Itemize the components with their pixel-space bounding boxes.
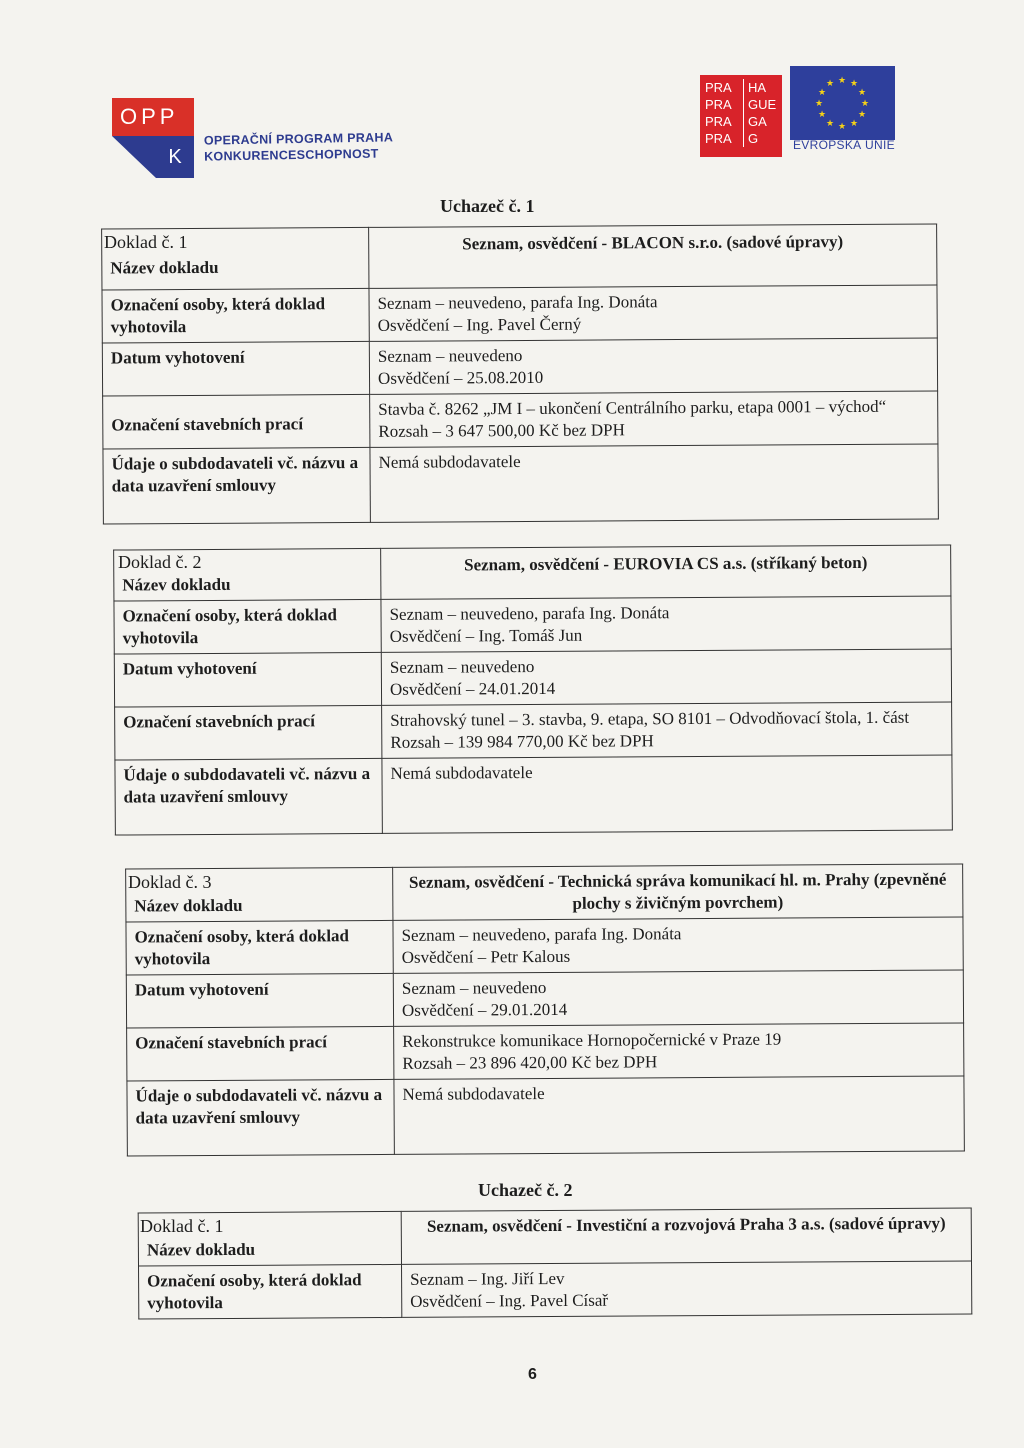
prace-value (370, 391, 938, 447)
label-datum: Datum vyhotovení (102, 341, 369, 396)
nazev-dokladu: Seznam, osvědčení - BLACON s.r.o. (sadové úpravy) (369, 224, 937, 288)
datum-line: Seznam – neuvedeno (401, 977, 547, 998)
prace-line: Strahovský tunel – 3. stavba, 9. etapa, SO 8101 – Odvodňovací štola, 1. část (390, 707, 910, 730)
datum-line: Seznam – neuvedeno (389, 656, 535, 677)
osoba-value (393, 917, 963, 973)
doklad-label: Doklad č. 2 (118, 552, 202, 572)
osoba-line: Seznam – neuvedeno, parafa Ing. Donáta (389, 603, 670, 624)
eu-label: EVROPSKÁ UNIE (793, 138, 895, 152)
osoba-value (369, 285, 937, 341)
nazev-dokladu: Seznam, osvědčení - Investiční a rozvojová Praha 3 a.s. (sadové úpravy) (401, 1208, 971, 1264)
osoba-line: Seznam – neuvedeno, parafa Ing. Donáta (401, 924, 682, 945)
osoba-line: Seznam – neuvedeno, parafa Ing. Donáta (377, 292, 658, 313)
osoba-value (402, 1261, 972, 1317)
osoba-line: Osvědčení – Ing. Pavel Černý (377, 314, 582, 335)
praha-cell: GUE (748, 97, 777, 112)
doklad-table (101, 223, 939, 524)
oppk-logo-triangle (112, 136, 156, 178)
osoba-line: Seznam – Ing. Jiří Lev (410, 1268, 565, 1289)
subdodavatel-value: Nemá subdodavatele (382, 755, 952, 833)
datum-line: Osvědčení – 29.01.2014 (401, 999, 568, 1020)
prace-line: Rozsah – 139 984 770,00 Kč bez DPH (390, 731, 654, 752)
datum-value (393, 970, 963, 1026)
label-subdodavatel: Údaje o subdodavateli vč. názvu a data uzavření smlouvy (127, 1079, 394, 1156)
label-nazev: Název dokladu (138, 1211, 401, 1266)
praha-cell: PRA (705, 96, 744, 113)
label-nazev: Název dokladu (102, 227, 369, 290)
prace-line: Rozsah – 23 896 420,00 Kč bez DPH (402, 1052, 658, 1073)
eu-flag-icon: ★ ★ ★ ★ ★ ★ ★ ★ ★ ★ ★ ★ (790, 66, 895, 140)
praha-logo (700, 75, 782, 157)
osoba-line: Osvědčení – Ing. Tomáš Jun (389, 625, 583, 646)
datum-value (381, 649, 951, 705)
praha-cell: PRA (705, 113, 744, 130)
datum-line: Seznam – neuvedeno (377, 345, 523, 366)
label-prace: Označení stavebních prací (127, 1026, 394, 1081)
label-prace: Označení stavebních prací (115, 705, 382, 760)
osoba-line: Osvědčení – Ing. Pavel Císař (410, 1290, 609, 1311)
uchazec-2-heading: Uchazeč č. 2 (478, 1180, 573, 1200)
doklad-table (125, 863, 965, 1156)
label-nazev: Název dokladu (114, 548, 381, 601)
oppk-logo-k: K (156, 136, 194, 178)
subdodavatel-value: Nemá subdodavatele (394, 1076, 964, 1154)
label-prace: Označení stavebních prací (103, 394, 370, 449)
label-osoba: Označení osoby, která doklad vyhotovila (126, 920, 393, 975)
doklad-label: Doklad č. 3 (128, 872, 212, 892)
label-nazev: Název dokladu (126, 867, 393, 922)
oppk-logo-text (204, 129, 394, 164)
label-datum: Datum vyhotovení (126, 973, 393, 1028)
label-subdodavatel: Údaje o subdodavateli vč. názvu a data uzavření smlouvy (115, 758, 382, 835)
prace-line: Rekonstrukce komunikace Hornopočernické v Praze 19 (402, 1029, 782, 1051)
doklad-table (113, 544, 953, 835)
subdodavatel-value: Nemá subdodavatele (370, 444, 938, 522)
osoba-value (381, 596, 951, 652)
osoba-line: Osvědčení – Petr Kalous (401, 946, 571, 967)
praha-cell: PRA (705, 79, 744, 96)
datum-line: Osvědčení – 24.01.2014 (389, 678, 556, 699)
oppk-line1: OPERAČNÍ PROGRAM PRAHA (203, 130, 394, 148)
datum-line: Osvědčení – 25.08.2010 (377, 367, 544, 388)
label-subdodavatel: Údaje o subdodavateli vč. názvu a data uzavření smlouvy (103, 447, 370, 524)
label-datum: Datum vyhotovení (114, 652, 381, 707)
doklad-table (138, 1207, 973, 1319)
praha-cell: HA (748, 80, 767, 95)
prace-line: Rozsah – 3 647 500,00 Kč bez DPH (378, 420, 625, 441)
label-osoba: Označení osoby, která doklad vyhotovila (114, 599, 381, 654)
praha-cell: PRA (705, 130, 744, 147)
oppk-logo (112, 98, 194, 178)
uchazec-1-heading: Uchazeč č. 1 (440, 196, 535, 216)
nazev-dokladu: Seznam, osvědčení - EUROVIA CS a.s. (stříkaný beton) (381, 545, 951, 599)
datum-value (369, 338, 937, 394)
oppk-line2: KONKURENCESCHOPNOST (204, 146, 379, 164)
nazev-dokladu: Seznam, osvědčení - Technická správa komunikací hl. m. Prahy (zpevněné plochy s živičným povrchem) (393, 864, 963, 920)
prace-value (394, 1023, 964, 1079)
doklad-label: Doklad č. 1 (104, 232, 188, 252)
prace-line: Stavba č. 8262 „JM I – ukončení Centrálního parku, etapa 0001 – východ“ (378, 396, 887, 419)
page-number: 6 (528, 1366, 537, 1383)
prace-value (382, 702, 952, 758)
label-osoba: Označení osoby, která doklad vyhotovila (102, 288, 369, 343)
oppk-logo-letters: OPP (112, 98, 194, 136)
label-osoba: Označení osoby, která doklad vyhotovila (139, 1264, 402, 1319)
praha-cell: G (748, 131, 759, 146)
praha-cell: GA (748, 114, 767, 129)
doklad-label: Doklad č. 1 (140, 1216, 224, 1236)
